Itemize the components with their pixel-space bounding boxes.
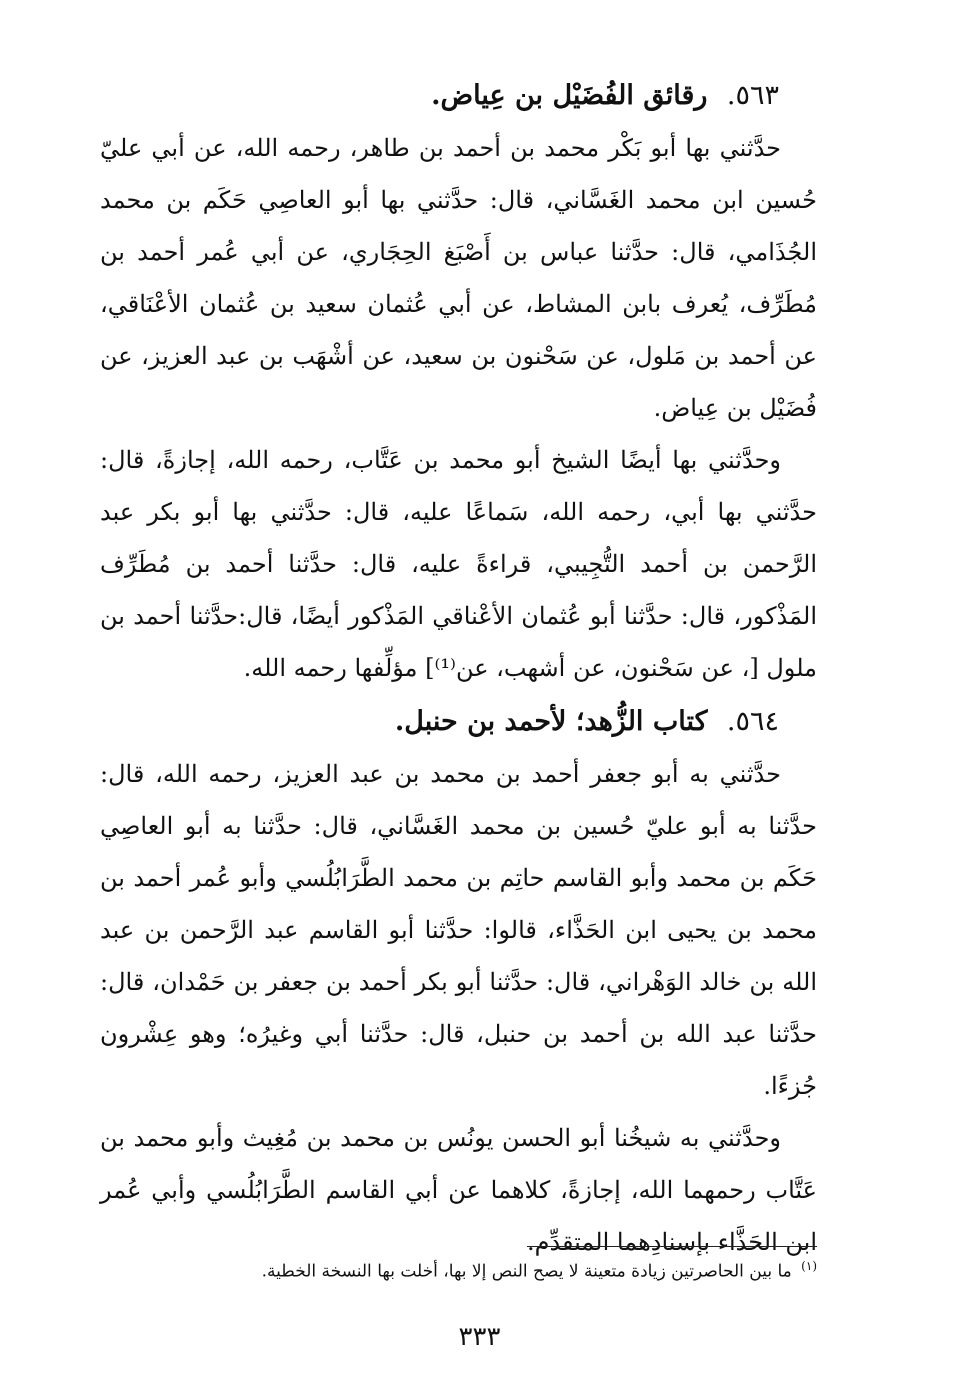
footnote xyxy=(100,1252,817,1286)
paragraph: وحدَّثني بها أيضًا الشيخ أبو محمد بن عَتَّاب، رحمه الله، إجازةً، قال: حدَّثني بها أبي، رحمه الله، سَماعًا عليه، قال: حدَّثني بها أبو بكر عبد الرَّحمن بن أحمد التُّجِيبي، قراءةً عليه، قال: حدَّثنا أحمد بن مُطَرِّف المَذْكور، قال: حدَّثنا أبو عُثمان الأعْناقي المَذْكور أيضًا، قال:حدَّثنا أحمد بن ملول [، عن سَحْنون، عن أشهب، عن⁽¹⁾] مؤلِّفها رحمه الله. xyxy=(100,446,818,682)
entry-title xyxy=(100,696,817,748)
entry-title-text: رقائق الفُضَيْل بن عِياض. xyxy=(431,80,708,111)
footnote-divider xyxy=(527,1246,817,1247)
entry-564 xyxy=(100,696,817,1268)
entry-title-text: كتاب الزُّهد؛ لأحمد بن حنبل. xyxy=(394,706,708,737)
page-number: ٣٣٣ xyxy=(458,1322,501,1352)
paragraph: حدَّثني به أبو جعفر أحمد بن محمد بن عبد العزيز، رحمه الله، قال: حدَّثنا به أبو عليّ حُسين بن محمد الغَسَّاني، قال: حدَّثنا به أبو العاصِي حَكَم بن محمد وأبو القاسم حاتِم بن محمد الطَّرَابُلُسي وأبو عُمر أحمد بن محمد بن يحيى ابن الحَذَّاء، قالوا: حدَّثنا أبو القاسم عبد الرَّحمن بن عبد الله بن خالد الوَهْراني، قال: حدَّثنا أبو بكر أحمد بن جعفر بن حَمْدان، قال: حدَّثنا عبد الله بن أحمد بن حنبل، قال: حدَّثنا أبي وغيرُه؛ وهو عِشْرون جُزءًا. xyxy=(100,760,817,1100)
entry-563 xyxy=(100,70,817,694)
footnote-text: ما بين الحاصرتين زيادة متعينة لا يصح النص إلا بها، أخلت بها النسخة الخطية. xyxy=(261,1261,792,1282)
entry-title xyxy=(100,70,817,122)
footnote-marker: (١) xyxy=(801,1259,817,1273)
entry-number: ٥٦٤. xyxy=(726,706,779,737)
paragraph: وحدَّثني به شيخُنا أبو الحسن يونُس بن محمد بن مُغِيث وأبو محمد بن عَتَّاب رحمهما الله، إجازةً، كلاهما عن أبي القاسم الطَّرَابُلُسي وأبي عُمر ابن الحَذَّاء بإسنادِهما المتقدِّم. xyxy=(100,1124,817,1256)
entry-number: ٥٦٣. xyxy=(726,80,779,111)
paragraph: حدَّثني بها أبو بَكْر محمد بن أحمد بن طاهر، رحمه الله، عن أبي عليّ حُسين ابن محمد الغَسَّاني، قال: حدَّثني بها أبو العاصِي حَكَم بن محمد الجُذَامي، قال: حدَّثنا عباس بن أَصْبَغ الحِجَاري، عن أبي عُمر أحمد بن مُطَرِّف، يُعرف بابن المشاط، عن أبي عُثمان سعيد بن عُثمان الأعْنَاقي، عن أحمد بن مَلول، عن سَحْنون بن سعيد، عن أشْهَب بن عبد العزيز، عن فُضَيْل بن عِياض. xyxy=(100,134,817,422)
